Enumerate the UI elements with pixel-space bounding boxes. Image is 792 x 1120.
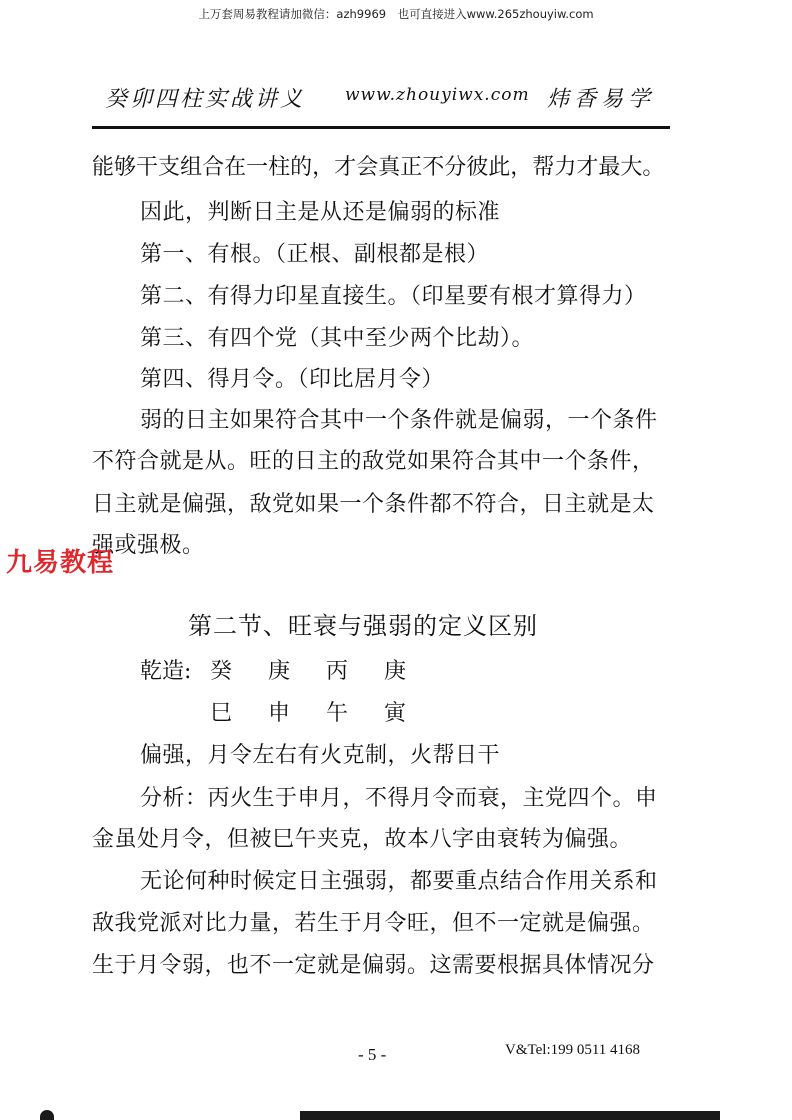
body-line-10: 强或强极。: [92, 533, 205, 558]
analysis-line-1: 偏强，月令左右有火克制，火帮日干: [140, 743, 501, 768]
top-note: 上万套周易教程请加微信：azh9969 也可直接进入www.265zhouyiw.com: [198, 7, 594, 21]
contact-number: V&Tel:199 0511 4168: [505, 1042, 641, 1058]
branch-hour: 寅: [384, 701, 407, 726]
stem-day: 丙: [326, 659, 349, 684]
body-line-4: 第二、有得力印星直接生。（印星要有根才算得力）: [140, 284, 647, 309]
branch-year: 巳: [210, 701, 233, 726]
analysis-line-2: 分析：丙火生于申月，不得月令而衰，主党四个。申: [140, 786, 658, 811]
stem-hour: 庚: [384, 659, 407, 684]
watermark-text: 九易教程: [6, 548, 115, 578]
header-brand: 炜香易学: [546, 87, 655, 112]
scan-artifact-left: [40, 1110, 54, 1120]
analysis-line-6: 生于月令弱，也不一定就是偏弱。这需要根据具体情况分: [92, 953, 655, 978]
branch-month: 申: [268, 701, 291, 726]
body-line-5: 第三、有四个党（其中至少两个比劫）。: [140, 326, 535, 351]
body-line-2: 因此，判断日主是从还是偏弱的标准: [140, 200, 501, 225]
page-header: [95, 82, 670, 122]
analysis-line-3: 金虽处月令，但被巳午夹克，故本八字由衰转为偏强。: [92, 827, 633, 852]
chart-label: 乾造:: [140, 659, 192, 684]
body-line-6: 第四、得月令。（印比居月令）: [140, 367, 445, 392]
analysis-line-5: 敌我党派对比力量，若生于月令旺，但不一定就是偏强。: [92, 911, 655, 936]
body-line-8: 不符合就是从。旺的日主的敌党如果符合其中一个条件，: [92, 449, 655, 474]
header-title: 癸卯四柱实战讲义: [105, 87, 306, 112]
analysis-line-4: 无论何种时候定日主强弱，都要重点结合作用关系和: [140, 869, 658, 894]
stem-month: 庚: [268, 659, 291, 684]
stem-year: 癸: [210, 659, 233, 684]
body-line-7: 弱的日主如果符合其中一个条件就是偏弱，一个条件: [140, 408, 658, 433]
section-title: 第二节、旺衰与强弱的定义区别: [188, 612, 538, 640]
scan-artifact-bottom: [300, 1111, 720, 1120]
body-line-1: 能 够 干 支 组 合 在 一 柱 的 ， 才 会 真 正 不 分 彼 此 ， 帮 力 才 最 大 。: [92, 155, 665, 180]
header-divider: [92, 126, 670, 129]
branch-day: 午: [326, 701, 349, 726]
page-number: - 5 -: [358, 1045, 387, 1064]
body-line-9: 日主就是偏强，敌党如果一个条件都不符合，日主就是太: [92, 492, 655, 517]
body-line-3: 第一、有根。（正根、副根都是根）: [140, 242, 490, 267]
header-url: www.zhouyiwx.com: [345, 85, 530, 105]
